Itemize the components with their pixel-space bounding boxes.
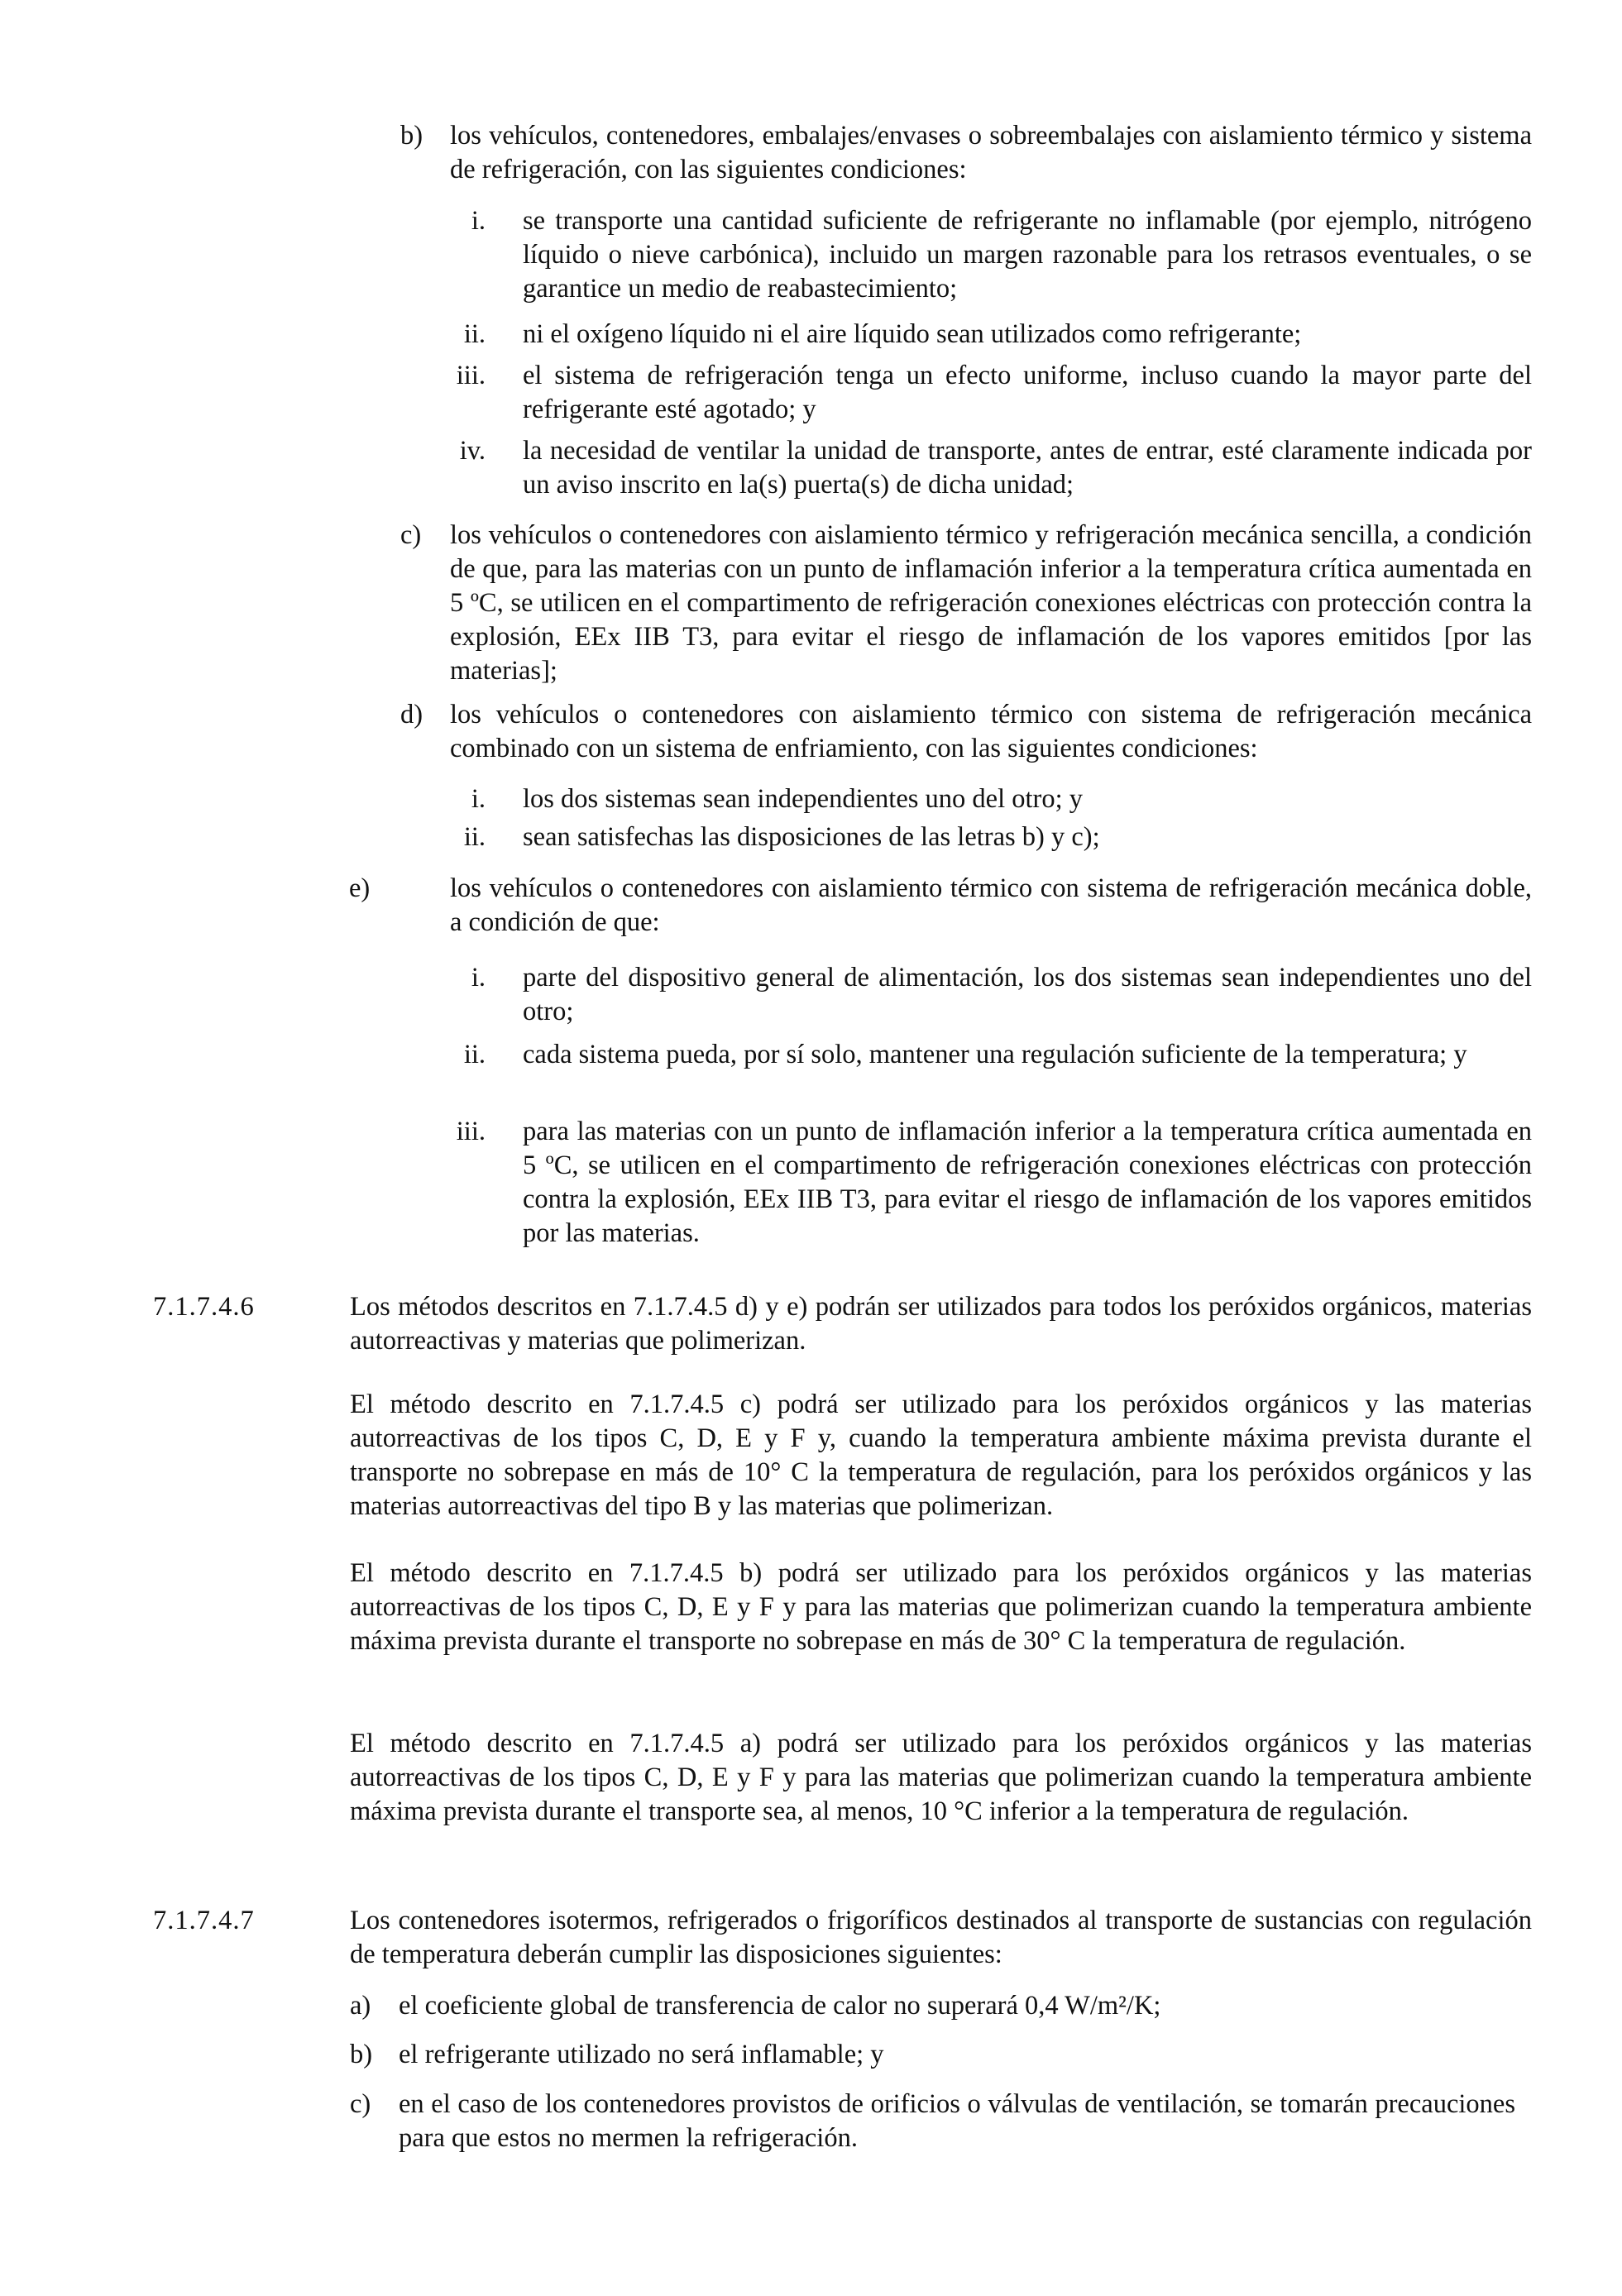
section-paragraph: El método descrito en 7.1.7.4.5 b) podrá ser utilizado para los peróxidos orgánicos y las materias autorreactivas de los tipos C, D, E y F y para las materias que polimerizan cuando la temperatura ambiente máxima prevista durante el transporte no sobrepase en más de 30° C la temperatura de regulación. [350, 1558, 1532, 1656]
sublist-item-text: se transporte una cantidad suficiente de refrigerante no inflamable (por ejemplo, nitrógeno líquido o nieve carbónica), incluido un margen razonable para los retrasos eventuales, o se garantice un medio de reabastecimiento; [523, 206, 1532, 304]
sublist-label: ii. [463, 1040, 486, 1069]
list-label-d: d) [400, 700, 423, 729]
sublist-label: iv. [459, 436, 486, 466]
section-paragraph: El método descrito en 7.1.7.4.5 a) podrá ser utilizado para los peróxidos orgánicos y las materias autorreactivas de los tipos C, D, E y F y para las materias que polimerizan cuando la temperatura ambiente máxima prevista durante el transporte sea, al menos, 10 °C inferior a la temperatura de regulación. [350, 1729, 1532, 1826]
sublist-label: ii. [463, 822, 486, 852]
list-label-b: b) [400, 121, 423, 151]
list-item-text: el refrigerante utilizado no será inflamable; y [399, 2040, 884, 2069]
list-item-e-text: los vehículos o contenedores con aislamiento térmico con sistema de refrigeración mecánica doble, a condición de que: [450, 873, 1532, 937]
list-label: a) [350, 1991, 371, 2021]
sublist-item-text: el sistema de refrigeración tenga un efecto uniforme, incluso cuando la mayor parte del refrigerante esté agotado; y [523, 361, 1532, 424]
sublist-label: i. [471, 963, 486, 993]
sublist-label: iii. [456, 1117, 486, 1146]
section-paragraph: El método descrito en 7.1.7.4.5 c) podrá ser utilizado para los peróxidos orgánicos y las materias autorreactivas de los tipos C, D, E y F y, cuando la temperatura ambiente máxima prevista durante el transporte no sobrepase en más de 10° C la temperatura de regulación, para los peróxidos orgánicos y las materias autorreactivas del tipo B y las materias que polimerizan. [350, 1390, 1532, 1521]
sublist-item-text: parte del dispositivo general de alimentación, los dos sistemas sean independientes uno del otro; [523, 963, 1532, 1026]
sublist-item-text: para las materias con un punto de inflamación inferior a la temperatura crítica aumentada en 5 ºC, se utilicen en el compartimento de refrigeración conexiones eléctricas con protección contra la explosión, EEx IIB T3, para evitar el riesgo de inflamación de los vapores emitidos por las materias. [523, 1117, 1532, 1248]
sublist-label: iii. [456, 361, 486, 390]
section-number: 7.1.7.4.6 [153, 1292, 255, 1322]
sublist-item-text: los dos sistemas sean independientes uno del otro; y [523, 784, 1083, 814]
list-item-b-text: los vehículos, contenedores, embalajes/envases o sobreembalajes con aislamiento térmico y sistema de refrigeración, con las siguientes condiciones: [450, 121, 1532, 184]
list-label-c: c) [400, 520, 422, 550]
sublist-item-text: cada sistema pueda, por sí solo, mantener una regulación suficiente de la temperatura; y [523, 1040, 1467, 1069]
section-number: 7.1.7.4.7 [153, 1906, 255, 1935]
list-label: c) [350, 2089, 371, 2119]
sublist-label: ii. [463, 319, 486, 349]
section-paragraph: Los contenedores isotermos, refrigerados o frigoríficos destinados al transporte de sustancias con regulación de temperatura deberán cumplir las disposiciones siguientes: [350, 1906, 1532, 1969]
sublist-label: i. [471, 206, 486, 236]
list-item-text: el coeficiente global de transferencia de calor no superará 0,4 W/m²/K; [399, 1991, 1161, 2021]
list-item-c-text: los vehículos o contenedores con aislamiento térmico y refrigeración mecánica sencilla, a condición de que, para las materias con un punto de inflamación inferior a la temperatura crítica aumentada en 5 ºC, se utilicen en el compartimento de refrigeración conexiones eléctricas con protección contra la explosión, EEx IIB T3, para evitar el riesgo de inflamación de los vapores emitidos [por las materias]; [450, 520, 1532, 686]
sublist-item-text: ni el oxígeno líquido ni el aire líquido sean utilizados como refrigerante; [523, 319, 1302, 349]
list-label-e: e) [349, 873, 371, 903]
list-label: b) [350, 2040, 373, 2069]
sublist-item-text: la necesidad de ventilar la unidad de transporte, antes de entrar, esté claramente indicada por un aviso inscrito en la(s) puerta(s) de dicha unidad; [523, 436, 1532, 500]
section-paragraph: Los métodos descritos en 7.1.7.4.5 d) y e) podrán ser utilizados para todos los peróxidos orgánicos, materias autorreactivas y materias que polimerizan. [350, 1292, 1532, 1356]
list-item-text: en el caso de los contenedores provistos de orificios o válvulas de ventilación, se tomarán precauciones para que estos no mermen la refrigeración. [399, 2089, 1515, 2153]
list-item-d-text: los vehículos o contenedores con aislamiento térmico con sistema de refrigeración mecánica combinado con un sistema de enfriamiento, con las siguientes condiciones: [450, 700, 1532, 763]
sublist-label: i. [471, 784, 486, 814]
sublist-item-text: sean satisfechas las disposiciones de las letras b) y c); [523, 822, 1100, 852]
